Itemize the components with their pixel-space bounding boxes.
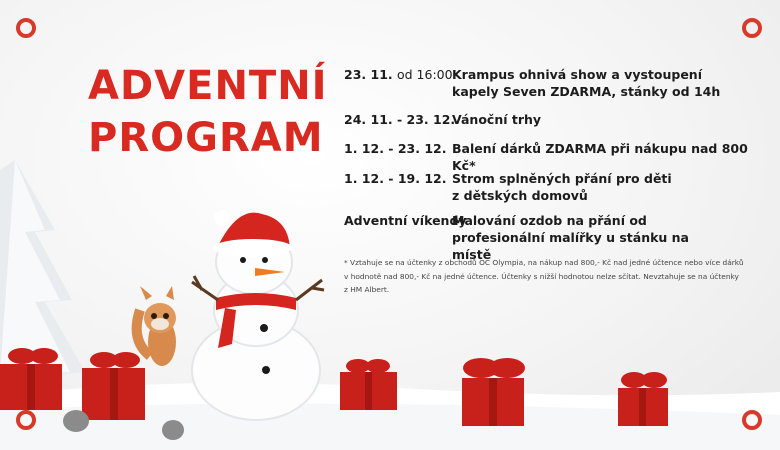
snowy-tree (0, 160, 85, 380)
footnote: * Vztahuje se na účtenky z obchodů OC Olympia, na nákup nad 800,- Kč nad jedné účtence nebo více dárků v hodnotě nad 800,- Kč na jedné účtence. Účtenky s nižší hodnotou nelze sčítat. Nevztahuje se na účtenky z HM Albert. (344, 258, 744, 294)
snowman (192, 210, 324, 420)
schedule-description: Malování ozdob na přání od profesionální malířky u stánku na místě (452, 213, 689, 262)
corner-ring-decoration (16, 18, 36, 38)
gift-box (340, 359, 397, 410)
schedule-date: 1. 12. - 19. 12. (344, 171, 447, 186)
schedule-description: Krampus ohnivá show a vystoupení kapely Seven ZDARMA, stánky od 14h (452, 67, 721, 99)
schedule-description: Vánoční trhy (452, 112, 542, 127)
schedule-date: 24. 11. - 23. 12. (344, 112, 456, 127)
corner-ring-decoration (16, 410, 36, 430)
gift-box (82, 352, 145, 420)
gift-box (618, 372, 668, 426)
schedule-description: Balení dárků ZDARMA při nákupu nad 800 Kč* (452, 141, 748, 173)
schedule-description: Strom splněných přání pro děti z dětských domovů (452, 171, 672, 203)
pinecone (63, 410, 89, 432)
title-line-1: ADVENTNÍ (88, 63, 328, 109)
gift-box (462, 358, 525, 426)
schedule-time: od 16:00 (397, 67, 453, 82)
pinecone (162, 420, 184, 440)
squirrel (137, 286, 176, 366)
gift-box-left (0, 348, 62, 410)
page-title (88, 60, 328, 164)
schedule-date: 1. 12. - 23. 12. (344, 141, 447, 156)
title-line-2: PROGRAM (88, 115, 324, 161)
schedule-date: 23. 11. (344, 67, 393, 82)
corner-ring-decoration (742, 18, 762, 38)
schedule-date: Adventní víkendy (344, 213, 467, 228)
corner-ring-decoration (742, 410, 762, 430)
